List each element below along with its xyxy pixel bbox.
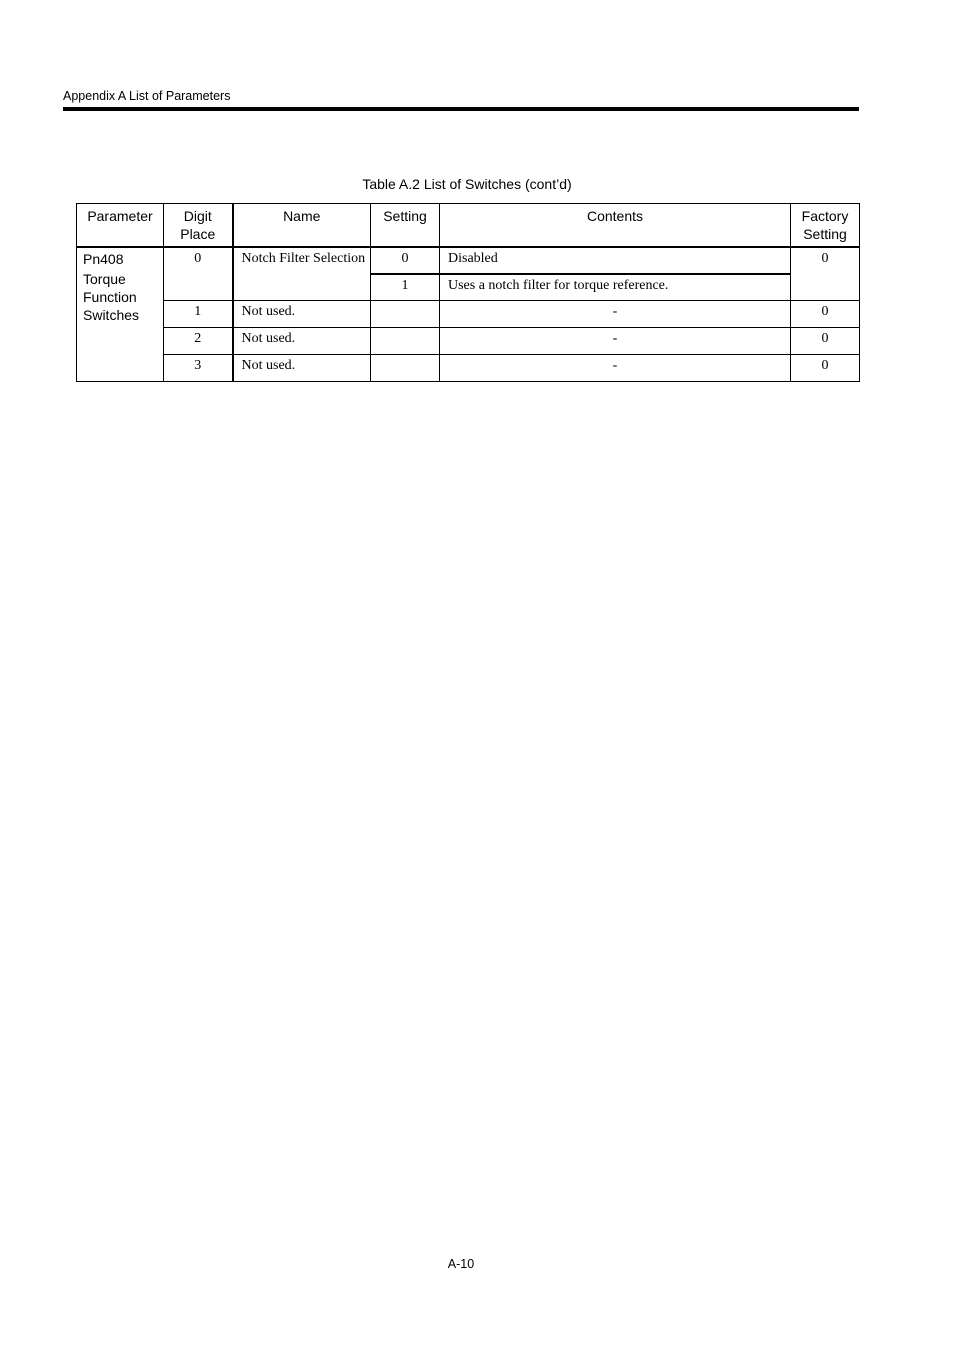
column-header-name: Name <box>233 204 371 248</box>
setting-cell <box>371 301 440 328</box>
digit-place-cell: 2 <box>164 328 233 355</box>
name-cell: Not used. <box>233 328 371 355</box>
table-row <box>77 355 860 382</box>
contents-cell: Uses a notch filter for torque reference. <box>440 274 791 301</box>
factory-setting-cell: 0 <box>791 301 860 328</box>
digit-place-cell: 3 <box>164 355 233 382</box>
column-header-digit-place: Digit Place <box>164 204 233 248</box>
setting-cell <box>371 355 440 382</box>
column-header-factory-setting: Factory Setting <box>791 204 860 248</box>
header-rule <box>63 107 859 111</box>
factory-setting-cell: 0 <box>791 328 860 355</box>
factory-setting-cell: 0 <box>791 247 860 301</box>
parameter-cell <box>77 247 164 382</box>
setting-cell: 1 <box>371 274 440 301</box>
parameter-code: Pn408 <box>83 251 124 267</box>
table-row <box>77 328 860 355</box>
name-cell: Not used. <box>233 355 371 382</box>
name-cell: Notch Filter Selection <box>233 247 371 301</box>
contents-cell: Disabled <box>440 247 791 274</box>
contents-cell: - <box>440 355 791 382</box>
running-head: Appendix A List of Parameters <box>63 89 231 103</box>
contents-cell: - <box>440 328 791 355</box>
page-number: A-10 <box>447 1257 475 1271</box>
setting-cell: 0 <box>371 247 440 274</box>
column-header-contents: Contents <box>440 204 791 248</box>
name-cell: Not used. <box>233 301 371 328</box>
contents-cell: - <box>440 301 791 328</box>
table-header-row <box>77 204 860 248</box>
table-row <box>77 247 860 274</box>
parameter-name: Torque Function Switches <box>83 271 140 323</box>
table-row <box>77 301 860 328</box>
column-header-parameter: Parameter <box>77 204 164 248</box>
digit-place-cell: 0 <box>164 247 233 301</box>
table-caption: Table A.2 List of Switches (cont’d) <box>362 176 572 192</box>
setting-cell <box>371 328 440 355</box>
factory-setting-cell: 0 <box>791 355 860 382</box>
column-header-setting: Setting <box>371 204 440 248</box>
digit-place-cell: 1 <box>164 301 233 328</box>
switches-table <box>76 203 860 382</box>
